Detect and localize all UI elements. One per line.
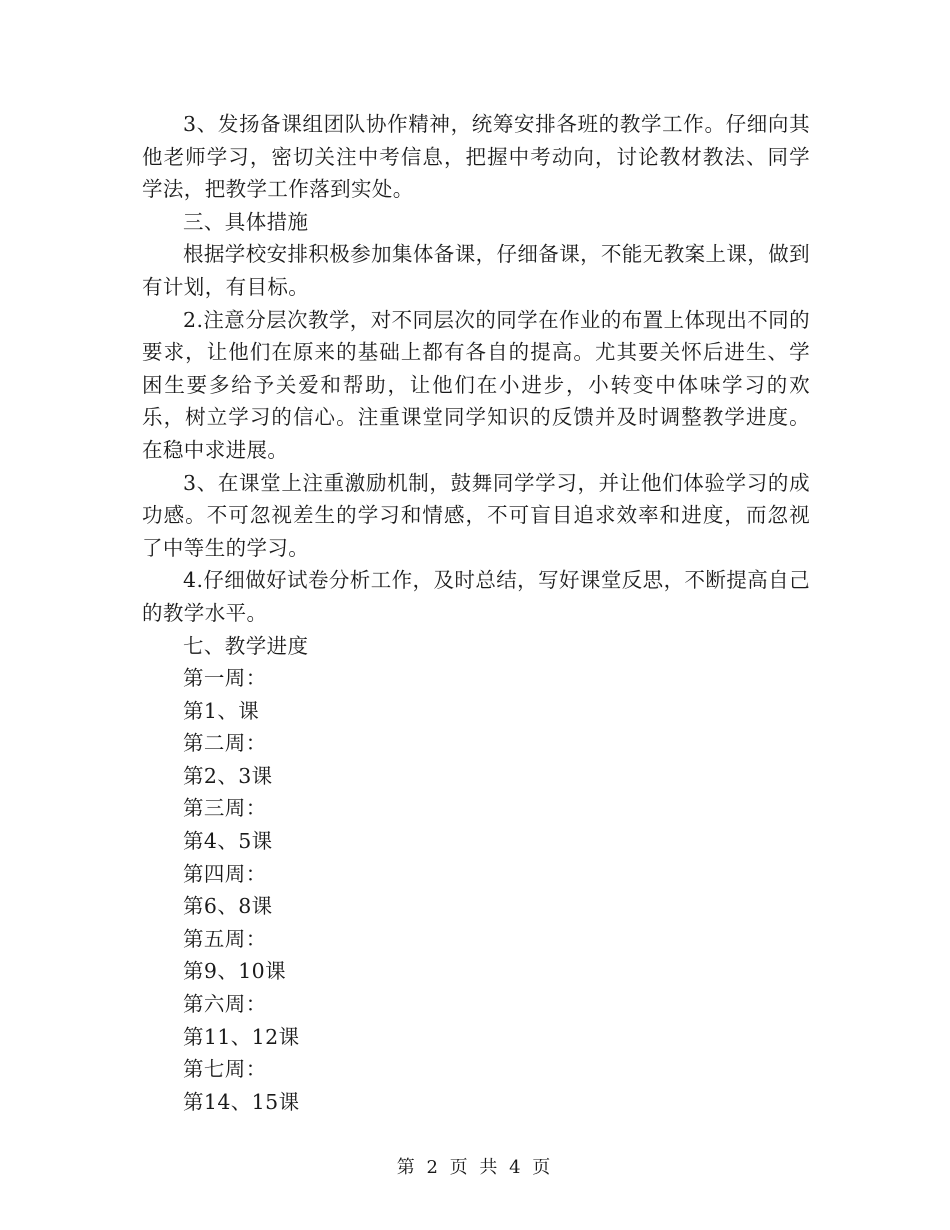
schedule-week: 第五周： (183, 926, 267, 951)
paragraph-exam-analysis: 4.仔细做好试卷分析工作，及时总结，写好课堂反思，不断提高自己的教学水平。 (142, 568, 810, 625)
schedule-lessons: 第1、课 (183, 698, 260, 723)
schedule-lessons: 第4、5课 (183, 829, 273, 854)
schedule-lessons: 第11、12课 (183, 1024, 300, 1049)
page-number-footer: 第 2 页 共 4 页 (396, 1157, 554, 1178)
schedule-week: 第二周： (183, 731, 267, 756)
document-body (142, 108, 810, 1118)
schedule-lessons: 第14、15课 (183, 1089, 300, 1114)
schedule-week: 第一周： (183, 666, 267, 691)
schedule-week: 第六周： (183, 992, 267, 1017)
heading-specific-measures: 三、具体措施 (183, 209, 309, 234)
paragraph-incentives: 3、在课堂上注重激励机制，鼓舞同学学习，并让他们体验学习的成功感。不可忽视差生的学习和情感，不可盲目追求效率和进度，而忽视了中等生的学习。 (142, 470, 810, 560)
heading-teaching-schedule: 七、教学进度 (183, 633, 309, 658)
paragraph-tiered-teaching: 2.注意分层次教学，对不同层次的同学在作业的布置上体现出不同的要求，让他们在原来的基础上都有各自的提高。尤其要关怀后进生、学困生要多给予关爱和帮助，让他们在小进步，小转变中体味学习的欢乐，树立学习的信心。注重课堂同学知识的反馈并及时调整教学进度。在稳中求进展。 (142, 307, 810, 462)
paragraph-teamwork: 3、发扬备课组团队协作精神，统筹安排各班的教学工作。仔细向其他老师学习，密切关注中考信息，把握中考动向，讨论教材教法、同学学法，把教学工作落到实处。 (142, 112, 810, 202)
paragraph-lesson-prep: 根据学校安排积极参加集体备课，仔细备课，不能无教案上课，做到有计划，有目标。 (142, 242, 810, 299)
schedule-lessons: 第2、3课 (183, 763, 273, 788)
schedule-week: 第四周： (183, 861, 267, 886)
schedule-lessons: 第9、10课 (183, 959, 287, 984)
schedule-lessons: 第6、8课 (183, 894, 273, 919)
schedule-week: 第七周： (183, 1057, 267, 1082)
schedule-week: 第三周： (183, 796, 267, 821)
schedule-list (142, 662, 810, 1118)
